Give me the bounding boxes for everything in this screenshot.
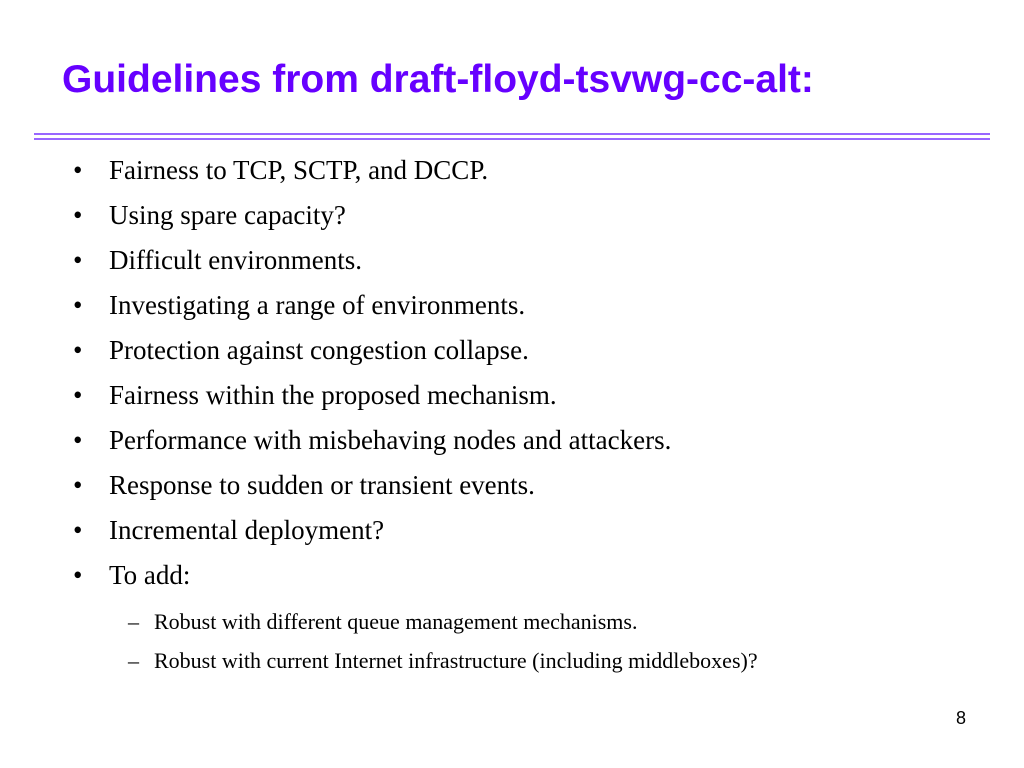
bullet-item	[0, 373, 1024, 418]
bullet-marker: •	[73, 335, 83, 365]
sub-bullet-item	[0, 602, 1024, 641]
bullet-marker: •	[73, 380, 83, 410]
bullet-item	[0, 193, 1024, 238]
sub-bullet-list	[0, 602, 1024, 680]
bullet-item	[0, 283, 1024, 328]
slide-title: Guidelines from draft-floyd-tsvwg-cc-alt:	[62, 58, 814, 101]
page-number: 8	[955, 708, 966, 728]
bullet-marker: •	[73, 425, 83, 455]
bullet-marker: •	[73, 200, 83, 230]
bullet-text: Using spare capacity?	[109, 200, 346, 230]
bullet-item	[0, 328, 1024, 373]
title-divider-top	[34, 133, 990, 135]
bullet-text: Investigating a range of environments.	[109, 290, 526, 320]
bullet-text: Fairness within the proposed mechanism.	[109, 380, 557, 410]
sub-bullet-marker: –	[128, 648, 139, 673]
sub-bullet-text: Robust with different queue management mechanisms.	[154, 609, 638, 634]
bullet-item	[0, 238, 1024, 283]
bullet-item	[0, 418, 1024, 463]
bullet-text: Incremental deployment?	[109, 515, 385, 545]
sub-bullet-item	[0, 641, 1024, 680]
bullet-marker: •	[73, 245, 83, 275]
sub-bullet-text: Robust with current Internet infrastructure (including middleboxes)?	[154, 648, 758, 673]
bullet-text: To add:	[109, 560, 191, 590]
bullet-item	[0, 553, 1024, 598]
sub-bullet-marker: –	[128, 609, 139, 634]
bullet-item	[0, 148, 1024, 193]
bullet-text: Fairness to TCP, SCTP, and DCCP.	[109, 155, 489, 185]
bullet-marker: •	[73, 470, 83, 500]
bullet-item	[0, 508, 1024, 553]
bullet-text: Performance with misbehaving nodes and attackers.	[109, 425, 672, 455]
bullet-item	[0, 463, 1024, 508]
bullet-marker: •	[73, 155, 83, 185]
bullet-marker: •	[73, 560, 83, 590]
bullet-marker: •	[73, 515, 83, 545]
bullet-list	[0, 148, 1024, 680]
sub-bullet-group	[0, 602, 1024, 680]
bullet-text: Protection against congestion collapse.	[109, 335, 529, 365]
bullet-text: Difficult environments.	[109, 245, 362, 275]
bullet-text: Response to sudden or transient events.	[109, 470, 535, 500]
title-divider-bottom	[34, 138, 990, 140]
bullet-marker: •	[73, 290, 83, 320]
